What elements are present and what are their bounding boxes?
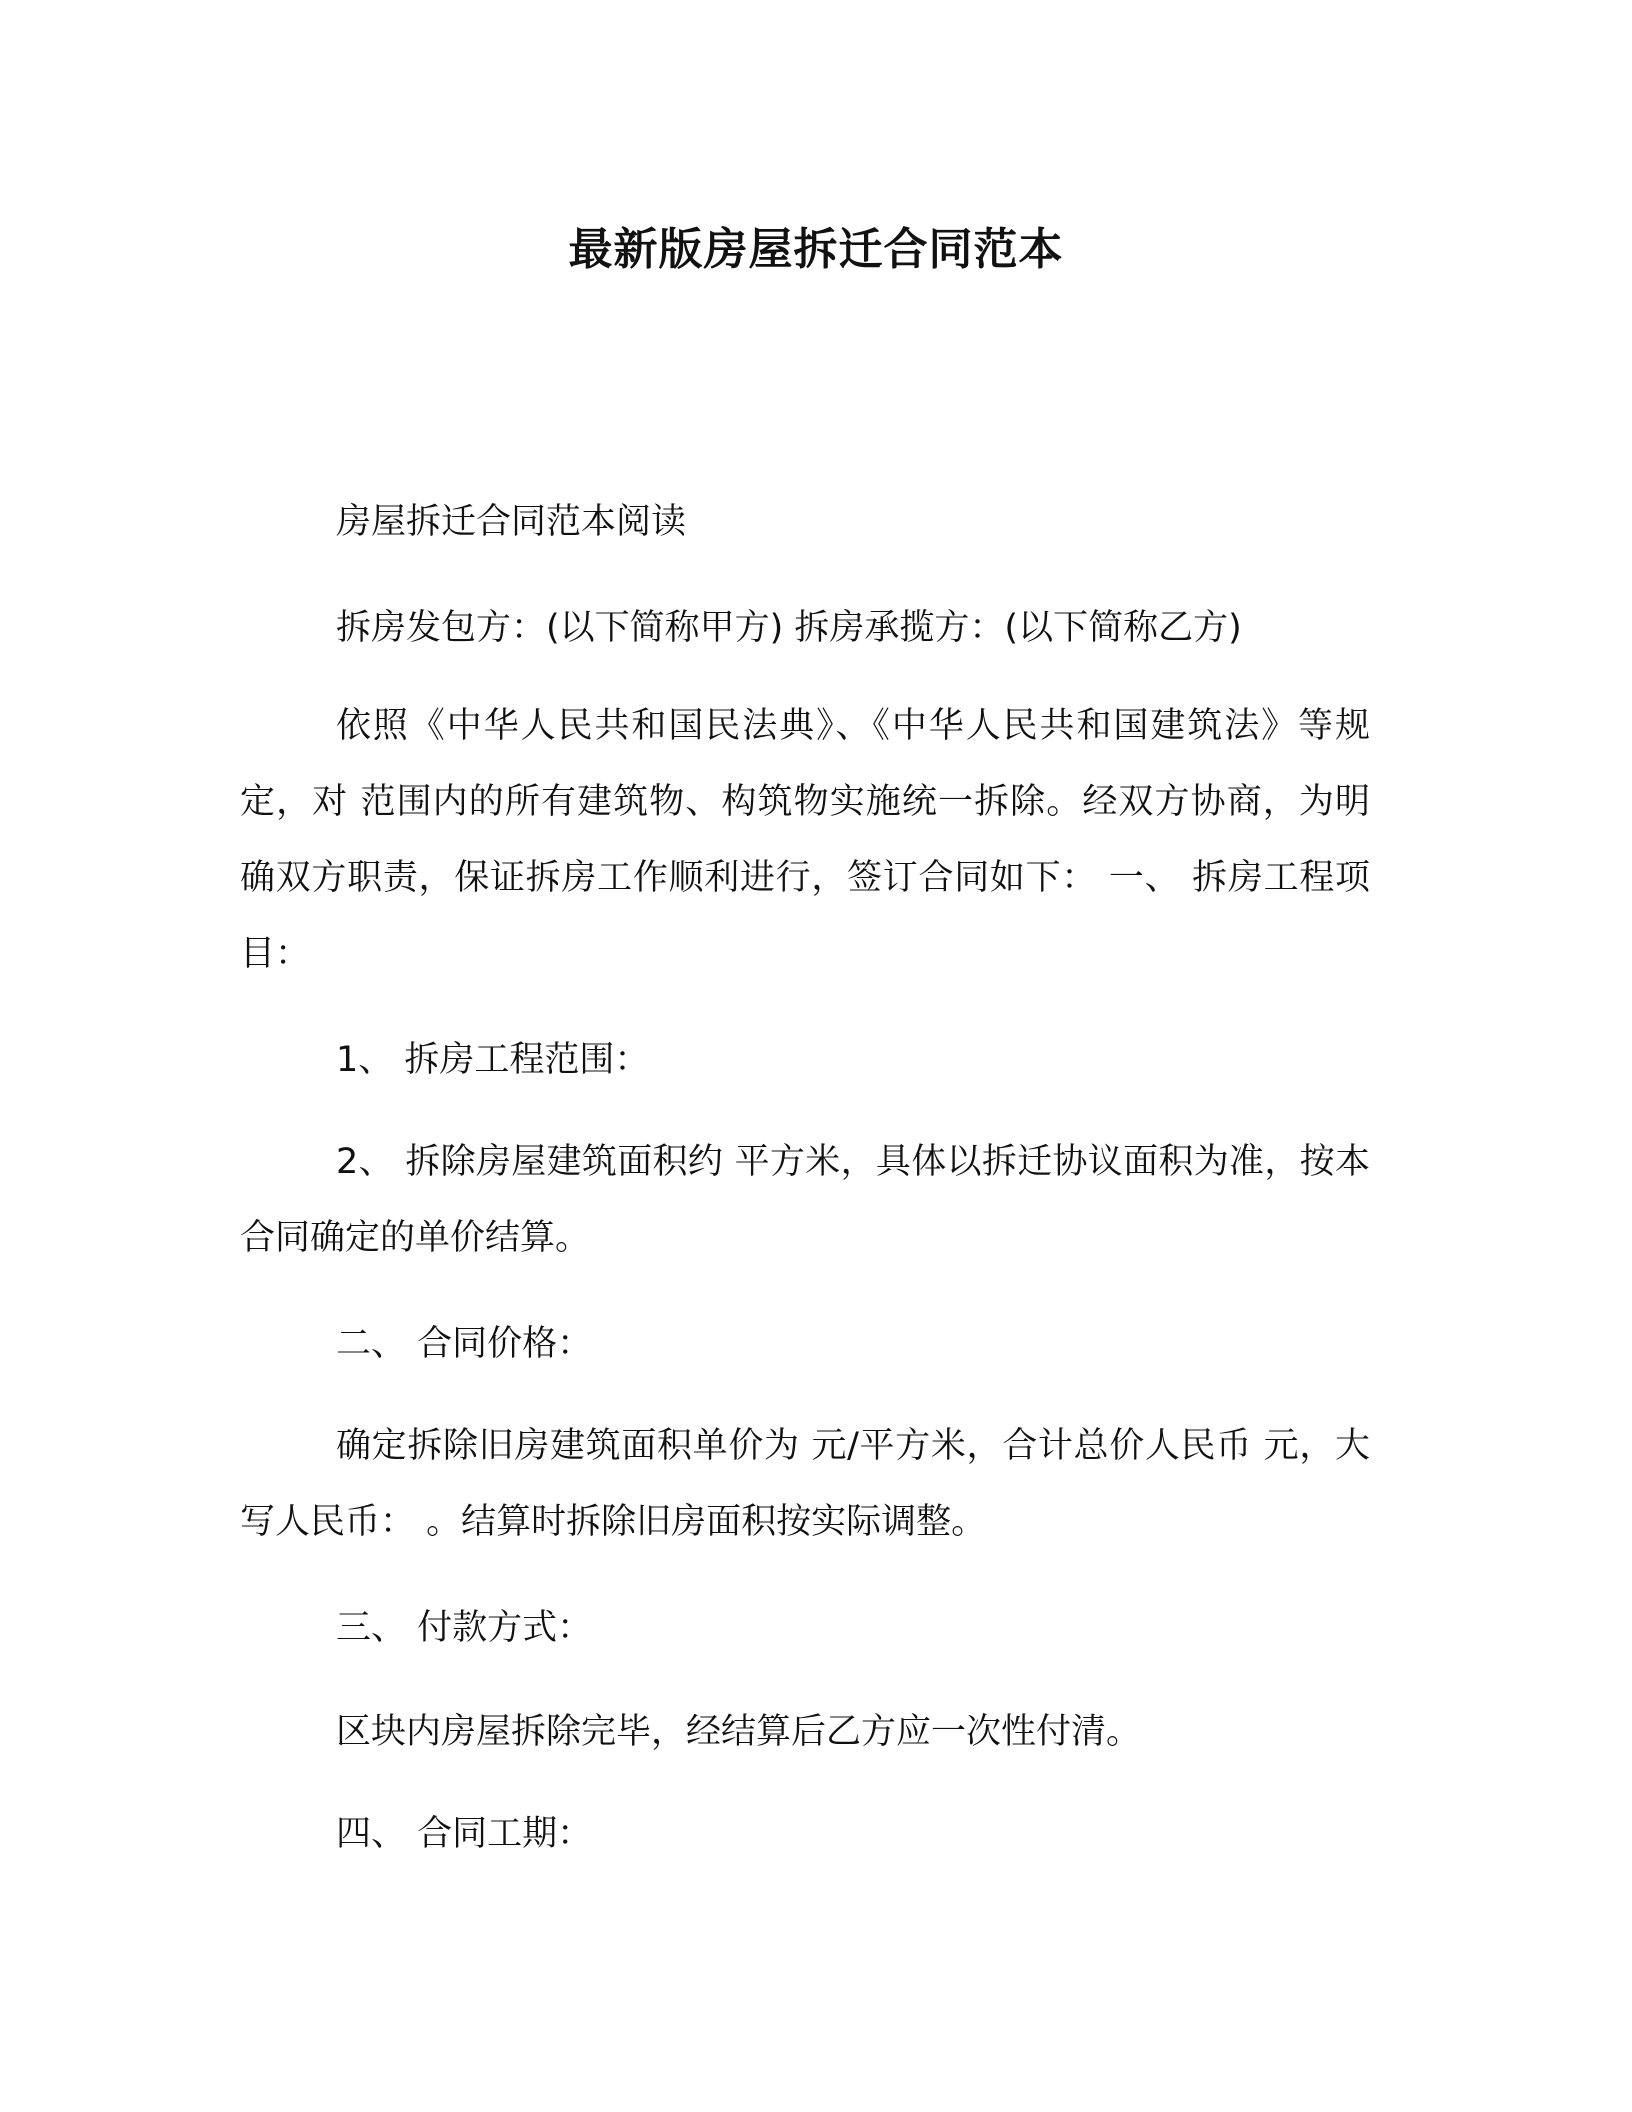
paragraph-payment: 区块内房屋拆除完毕，经结算后乙方应一次性付清。: [336, 1712, 1142, 1752]
paragraph-price: 确定拆除旧房建筑面积单价为 元/平方米，合计总价人民币 元，大写人民币： 。结算时拆除旧房面积按实际调整。: [240, 1426, 1370, 1542]
heading-payment-method: 三、 付款方式：: [336, 1608, 593, 1648]
paragraph-item-1: 1、 拆房工程范围：: [336, 1040, 650, 1080]
document-title: 最新版房屋拆迁合同范本: [568, 224, 1064, 275]
paragraph-item-2: 2、 拆除房屋建筑面积约 平方米，具体以拆迁协议面积为准，按本合同确定的单价结算。: [240, 1142, 1370, 1258]
heading-contract-price: 二、 合同价格：: [336, 1324, 593, 1364]
paragraph-subtitle: 房屋拆迁合同范本阅读: [336, 502, 687, 542]
paragraph-parties: 拆房发包方：(以下简称甲方) 拆房承揽方：(以下简称乙方): [336, 608, 1242, 648]
heading-contract-period: 四、 合同工期：: [336, 1814, 593, 1854]
paragraph-basis: 依照《中华人民共和国民法典》、《中华人民共和国建筑法》等规定，对 范围内的所有建筑物、构筑物实施统一拆除。经双方协商，为明确双方职责，保证拆房工作顺利进行，签订合同如下： 一、 拆房工程项目：: [240, 706, 1370, 974]
